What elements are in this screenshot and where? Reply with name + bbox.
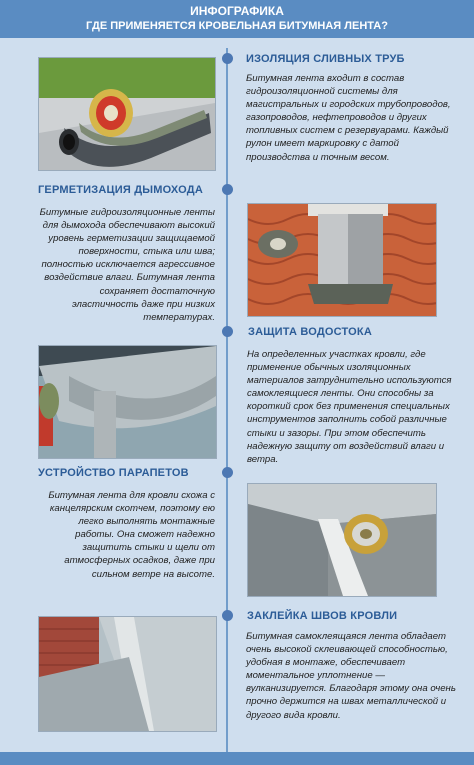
pipe-insulation-image [38,57,216,171]
section-title-pipe-insulation: ИЗОЛЯЦИЯ СЛИВНЫХ ТРУБ [246,53,405,65]
timeline-dot [222,467,233,478]
header-banner [0,0,474,38]
parapet-image [247,483,437,597]
timeline-dot [222,184,233,195]
timeline-line [226,48,228,753]
timeline-dot [222,326,233,337]
footer-bar [0,752,474,765]
chimney-image [247,203,437,317]
section-title-chimney: ГЕРМЕТИЗАЦИЯ ДЫМОХОДА [38,184,203,196]
timeline-dot [222,53,233,64]
section-text-parapet: Битумная лента для кровли схожа с канцелярским скотчем, поэтому ею легко выполнять монтажные работы. Она сможет надежно защитить стыки и щели от атмосферных осадков, даже при сильном ветре на высоте. [48,490,215,580]
section-text-roof-seams: Битумная самоклеящаяся лента обладает очень высокой склеивающей способностью, удобная в монтаже, обеспечивает моментальное уплотнение — вулканизируется. Благодаря этому она очень прочно держится на швах металлической и другого вида кровли. [246,631,456,721]
section-text-chimney: Битумные гидроизоляционные ленты для дымохода обеспечивают высокий уровень герметизации защищаемой поверхности, стыка или шва; полностью исключается агрессивное воздействие влаги. Битумная лента сохраняет достаточную эластичность даже при низких температурах. [39,207,215,323]
timeline-dot [222,610,233,621]
header-title: ИНФОГРАФИКА [190,4,284,18]
section-text-gutter: На определенных участках кровли, где применение обычных изоляционных материалов затруднительно используются самоклеящиеся ленты. Они способны за короткий срок без применения специальных инструментов заполнить собой различные стыки и зазоры. При этом обеспечить надежную защиту от воздействий влаги и ветра. [247,349,452,465]
header-subtitle: ГДЕ ПРИМЕНЯЕТСЯ КРОВЕЛЬНАЯ БИТУМНАЯ ЛЕНТА? [86,20,388,32]
section-title-parapet: УСТРОЙСТВО ПАРАПЕТОВ [38,467,189,479]
section-title-roof-seams: ЗАКЛЕЙКА ШВОВ КРОВЛИ [247,610,398,622]
roof-seam-image [38,616,217,732]
section-title-gutter: ЗАЩИТА ВОДОСТОКА [248,326,372,338]
gutter-image [38,345,217,459]
section-text-pipe-insulation: Битумная лента входит в состав гидроизоляционной системы для магистральных и городских трубопроводов, газопроводов, нефтепроводов и других топливных систем с резервуарами. Каждый рулон имеет маркировку с датой производства и точным весом. [246,73,451,163]
